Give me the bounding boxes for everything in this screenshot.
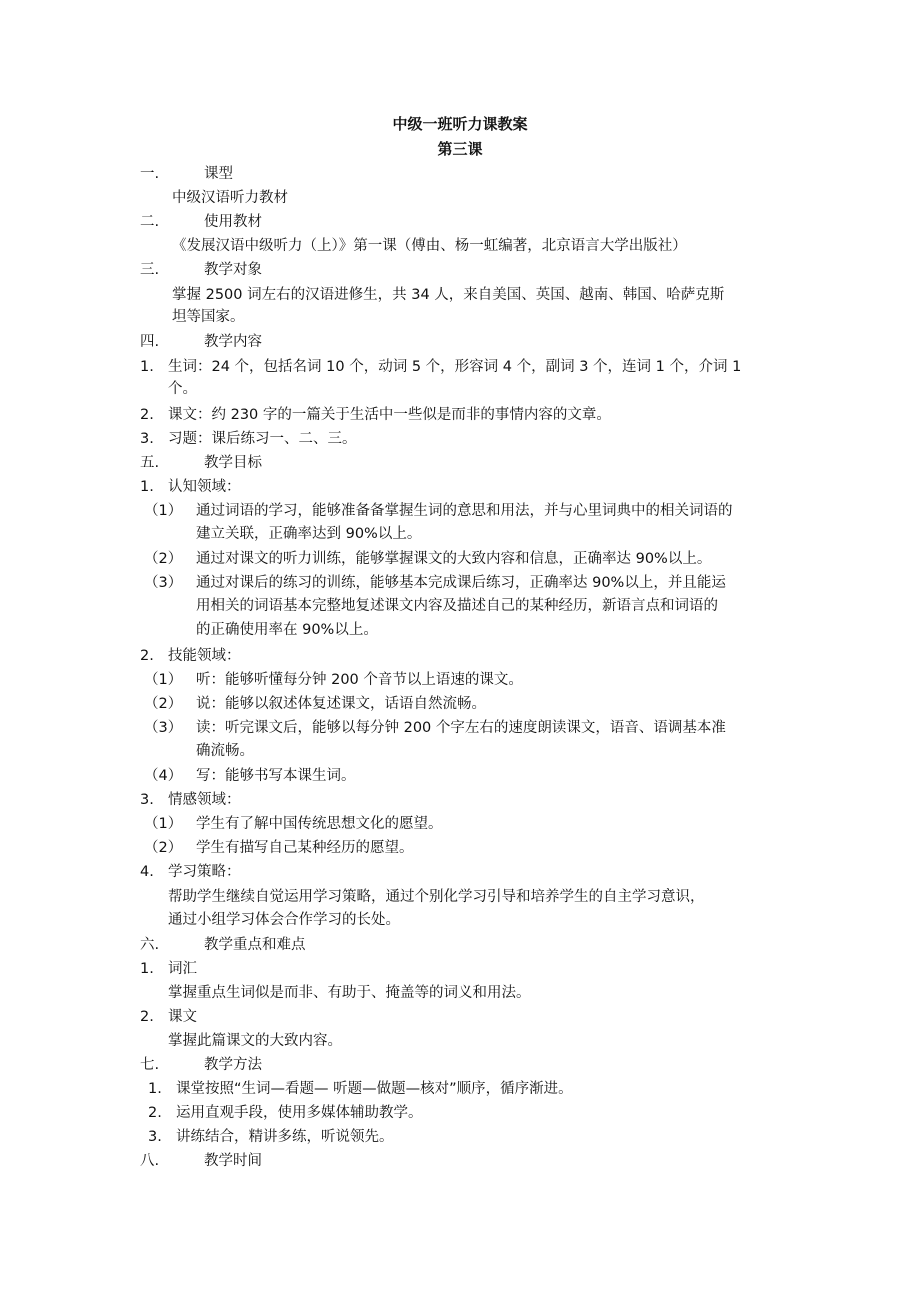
section-heading: 教学对象	[204, 262, 262, 278]
list-item: 运用直观手段，使用多媒体辅助教学。	[176, 1105, 423, 1121]
section-number: 一.	[140, 166, 160, 182]
sub-item-number: （2）	[144, 840, 183, 856]
list-number: 2.	[140, 648, 154, 664]
subsection-label: 词汇	[168, 961, 197, 977]
sub-item-number: （1）	[144, 503, 183, 519]
section-number: 四.	[140, 334, 160, 350]
sub-item-number: （2）	[144, 551, 183, 567]
section-number: 三.	[140, 262, 160, 278]
section-heading: 教学重点和难点	[204, 937, 306, 953]
sub-item: 通过词语的学习，能够准备备掌握生词的意思和用法，并与心里词典中的相关词语的	[196, 503, 733, 519]
list-item: 课堂按照“生词—看题— 听题—做题—核对”顺序，循序渐进。	[176, 1081, 573, 1097]
sub-item-continued: 的正确使用率在 90%以上。	[196, 622, 378, 638]
list-number: 2.	[140, 1009, 154, 1025]
section-heading: 课型	[204, 166, 233, 182]
list-number: 2.	[140, 407, 154, 423]
section-number: 七.	[140, 1057, 160, 1073]
list-item: 习题：课后练习一、二、三。	[168, 431, 357, 447]
section-heading: 教学方法	[204, 1057, 262, 1073]
sub-item-number: （2）	[144, 696, 183, 712]
subsection-body: 掌握此篇课文的大致内容。	[168, 1033, 342, 1049]
list-number: 2.	[148, 1105, 162, 1121]
list-number: 1.	[140, 961, 154, 977]
subsection-label: 课文	[168, 1009, 197, 1025]
list-number: 3.	[140, 792, 154, 808]
section-number: 八.	[140, 1153, 160, 1169]
subsection-label: 认知领域：	[168, 479, 241, 495]
section-heading: 使用教材	[204, 214, 262, 230]
subsection-label: 技能领域：	[168, 648, 241, 664]
section-number: 六.	[140, 937, 160, 953]
document-subtitle: 第三课	[437, 140, 483, 158]
subsection-body-continued: 通过小组学习体会合作学习的长处。	[168, 912, 400, 928]
document-title: 中级一班听力课教案	[392, 115, 528, 133]
section-body: 《发展汉语中级听力（上）》第一课（傅由、杨一虹编著，北京语言大学出版社）	[172, 238, 687, 254]
subsection-label: 学习策略：	[168, 864, 241, 880]
sub-item-number: （4）	[144, 768, 183, 784]
section-heading: 教学目标	[204, 455, 262, 471]
sub-item: 通过对课文的听力训练，能够掌握课文的大致内容和信息，正确率达 90%以上。	[196, 551, 712, 567]
sub-item-continued: 用相关的词语基本完整地复述课文内容及描述自己的某种经历，新语言点和词语的	[196, 598, 718, 614]
list-number: 1.	[140, 479, 154, 495]
list-number: 1.	[140, 359, 154, 375]
sub-item: 学生有描写自己某种经历的愿望。	[196, 840, 414, 856]
list-item: 课文：约 230 字的一篇关于生活中一些似是而非的事情内容的文章。	[168, 407, 611, 423]
list-number: 3.	[140, 431, 154, 447]
sub-item: 通过对课后的练习的训练，能够基本完成课后练习，正确率达 90%以上，并且能运	[196, 575, 726, 591]
sub-item: 读：听完课文后，能够以每分钟 200 个字左右的速度朗读课文，语音、语调基本准	[196, 720, 726, 736]
section-number: 二.	[140, 214, 160, 230]
sub-item: 说：能够以叙述体复述课文，话语自然流畅。	[196, 696, 486, 712]
sub-item-number: （1）	[144, 816, 183, 832]
list-number: 1.	[148, 1081, 162, 1097]
subsection-body: 帮助学生继续自觉运用学习策略，通过个别化学习引导和培养学生的自主学习意识，	[168, 889, 705, 905]
sub-item: 听：能够听懂每分钟 200 个音节以上语速的课文。	[196, 672, 523, 688]
list-number: 3.	[148, 1129, 162, 1145]
section-body: 中级汉语听力教材	[172, 190, 288, 206]
list-item: 生词：24 个，包括名词 10 个，动词 5 个，形容词 4 个，副词 3 个，连词 1 个，介词 1	[168, 359, 742, 375]
section-body: 掌握 2500 词左右的汉语进修生，共 34 人，来自美国、英国、越南、韩国、哈萨克斯	[172, 287, 725, 303]
sub-item: 写：能够书写本课生词。	[196, 768, 356, 784]
sub-item-number: （3）	[144, 575, 183, 591]
section-heading: 教学时间	[204, 1153, 262, 1169]
list-item: 讲练结合，精讲多练，听说领先。	[176, 1129, 394, 1145]
subsection-body: 掌握重点生词似是而非、有助于、掩盖等的词义和用法。	[168, 985, 531, 1001]
sub-item-number: （3）	[144, 720, 183, 736]
section-number: 五.	[140, 455, 160, 471]
section-heading: 教学内容	[204, 334, 262, 350]
sub-item-number: （1）	[144, 672, 183, 688]
subsection-label: 情感领域：	[168, 792, 241, 808]
sub-item-continued: 建立关联，正确率达到 90%以上。	[196, 526, 422, 542]
list-item-continued: 个。	[168, 381, 197, 397]
section-body-continued: 坦等国家。	[172, 309, 245, 325]
sub-item: 学生有了解中国传统思想文化的愿望。	[196, 816, 443, 832]
sub-item-continued: 确流畅。	[196, 743, 254, 759]
list-number: 4.	[140, 864, 154, 880]
